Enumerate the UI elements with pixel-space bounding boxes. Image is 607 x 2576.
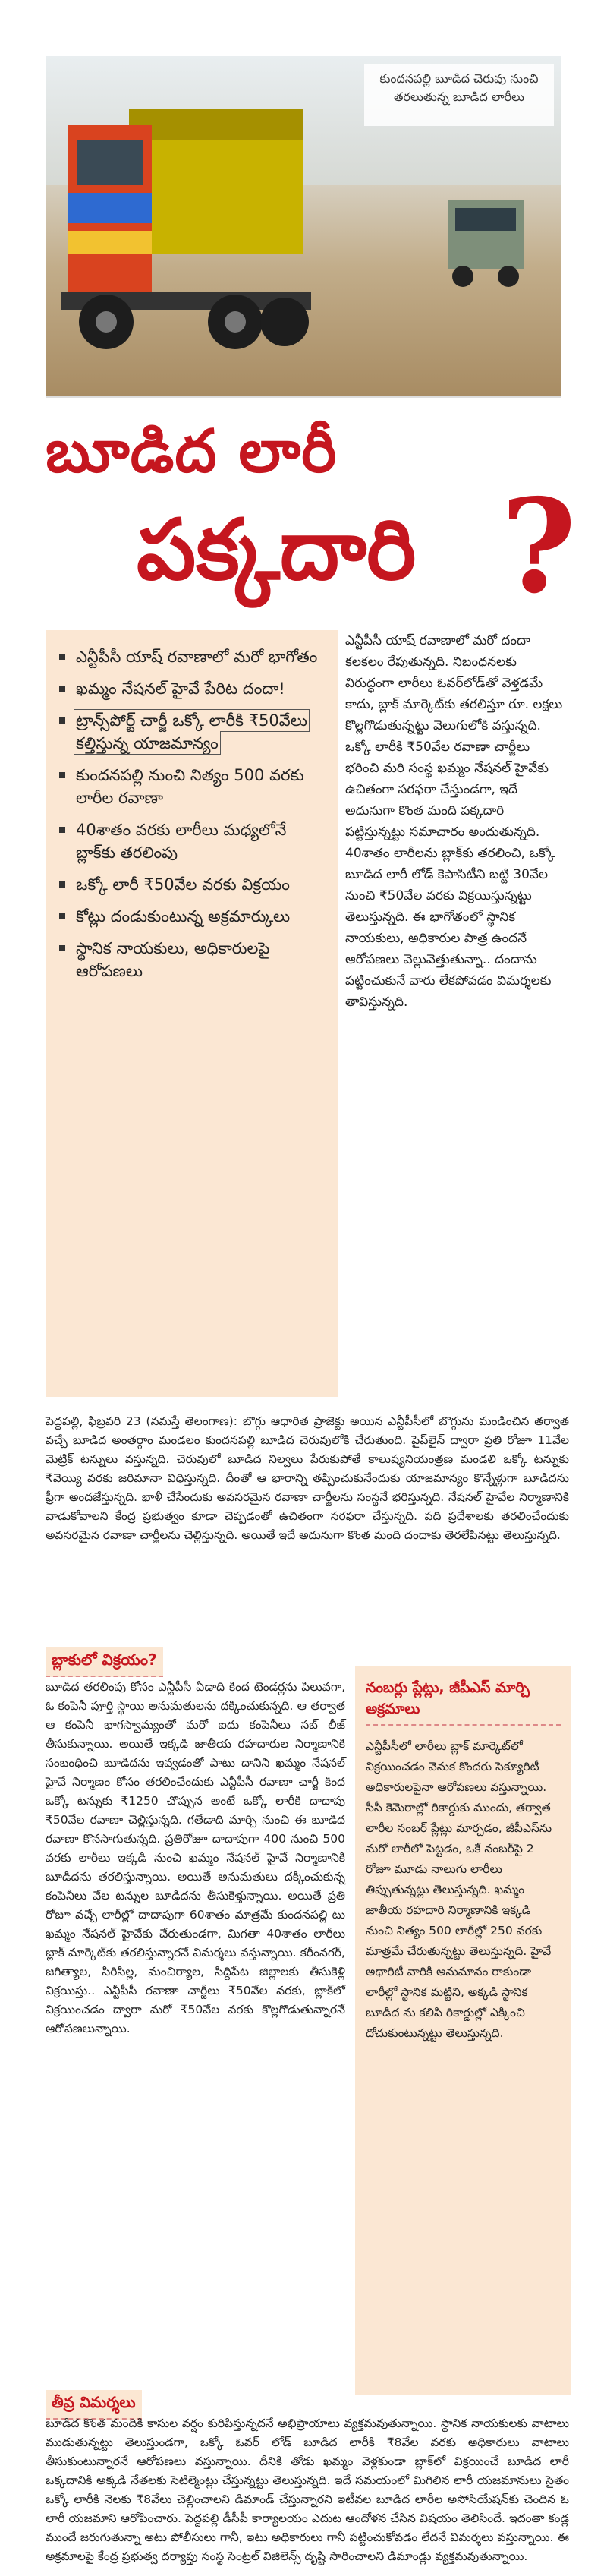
intro-paragraph: ఎన్టీపీసీ యాష్ రవాణాలో మరో దందా కలకలం రేపుతున్నది. నిబంధనలకు విరుద్ధంగా లారీలు ఓవర్‌లోడ్‌తో వెళ్తడమే కాదు, బ్లాక్ మార్కెట్‌కు తరలిస్తూ రూ. లక్షలు కొల్లగొడుతున్నట్టు వెలుగులోకి వస్తున్నది. ఒక్కో లారీకి ₹50వేల రవాణా చార్జీలు భరించి మరి సంస్థ ఖమ్మం నేషనల్ హైవేకు ఉచితంగా సరఫరా చేస్తుండగా, ఇదే అదునుగా కొంత మంది పక్కదారి పట్టిస్తున్నట్టు సమాచారం అందుతున్నది. 40శాతం లారీలను బ్లాక్‌కు తరలించి, ఒక్కో బూడిద లారీ లోడ్ కెపాసిటీని బట్టి 30వేల నుంచి ₹50వేల వరకు విక్రయిస్తున్నట్టు తెలుస్తున్నది. ఈ భాగోతంలో స్థానిక నాయకులు, అధికారుల పాత్ర ఉందనే ఆరోపణలు వెల్లువెత్తుతున్నా.. దందాను పట్టించుకునే వారు లేకపోవడం విమర్శలకు తావిస్తున్నది.: [345, 633, 563, 1010]
sidebox-body: ఎన్టీపీసీలో లారీలు బ్లాక్ మార్కెట్‌లో విక్రయించడం వెనుక కొందరు సెక్యూరిటీ అధికారులపైనా ఆరోపణలు వస్తున్నాయి. సీసీ కెమెరాల్లో రికార్డుకు ముందు, తర్వాత లారీల నంబర్ ప్లేట్లు మార్చడం, జీపీఎస్‌ను మరో లారీలో పెట్టడం, ఒకే నంబర్‌పై 2 రోజూ మూడు నాలుగు లారీలు తిప్పుతున్నట్లు తెలుస్తున్నది. ఖమ్మం జాతీయ రహదారి నిర్మాణానికి ఇక్కడి నుంచి నిత్యం 500 లారీల్లో 250 వరకు మాత్రమే చేరుతున్నట్టు తెలుస్తున్నది. హైవే అథారిటీ వారికి అనుమానం రాకుండా లారీల్లో స్థానిక మట్టిని, అక్కడి స్థానిక బూడిద ను కలిపి రికార్డుల్లో ఎక్కించి దోచుకుంటున్నట్టు తెలుస్తున్నది.: [366, 1739, 552, 2040]
highlight-item: స్థానిక నాయకులు, అధికారులపై ఆరోపణలు: [59, 937, 324, 982]
truck-illustration: [61, 79, 311, 367]
highlight-item: కుందనపల్లి నుంచి నిత్యం 500 వరకు లారీల రవాణా: [59, 764, 324, 809]
lead-paragraph: పెద్దపల్లి, ఫిబ్రవరి 23 (నమస్తే తెలంగాణ): బొగ్గు ఆధారిత ప్రాజెక్టు అయిన ఎన్టీపీసీలో బొగ్గును మండించిన తర్వాత వచ్చే బూడిద అంతర్గాం మండలం కుందనపల్లి బూడిద చెరువులోకి చేరుతుంది. పైప్‌లైన్ ద్వారా ప్రతి రోజూ 11వేల మెట్రిక్ టన్నులు వస్తున్నది. చెరువులో బూడిద నిల్వలు పేరుకుపోతే కాలుష్యనియంత్రణ మండలి ఒక్కో టన్నుకు ₹వెయ్యి వరకు జరిమానా విధిస్తున్నది. దీంతో ఆ భారాన్ని తప్పించుకునేందుకు యాజమాన్యం కొన్నేళ్లుగా బూడిదను ఫ్రీగా అందజేస్తున్నది. ఖాళీ చేసేందుకు అవసరమైన రవాణా చార్జీలను సంస్థనే భరిస్తున్నది. నేషనల్ హైవేల నిర్మాణానికి వాడుకోవాలని కేంద్ర ప్రభుత్వం కూడా చెప్పడంతో ఉచితంగా సరఫరా చేస్తున్నది. పది ప్రదేశాలకు తరలించేందుకు అవసరమైన రవాణా చార్జీలను చెల్లిస్తున్నది. అయితే ఇదే అదునుగా కొంత మంది దందాకు తెరలేపినట్టు తెలుస్తున్నది.: [46, 1414, 569, 1542]
headline-line-1: బూడిద లారీ: [46, 418, 338, 486]
bullet-icon: [59, 913, 65, 919]
highlight-item: 40శాతం వరకు లారీలు మధ్యలోనే బ్లాక్‌కు తరలింపు: [59, 818, 324, 864]
highlight-item: ట్రాన్స్‌పోర్ట్ చార్జీ ఒక్కో లారీకి ₹50వేలు కల్తిస్తున్న యాజమాన్యం: [59, 709, 324, 755]
sidebox-title: నంబర్లు ప్లేట్లు, జీపీఎస్ మార్చి అక్రమాలు: [366, 1677, 561, 1726]
bullet-icon: [59, 827, 65, 833]
background-truck: [440, 185, 531, 299]
subhead-criticism: తీవ్ర విమర్శలు: [46, 2390, 142, 2420]
body-paragraph-2: బూడిద కొంత మందికి కాసుల వర్షం కురిపిస్తున్నదనే అభిప్రాయాలు వ్యక్తమవుతున్నాయి. స్థానిక నాయకులకు వాటాలు ముడుతున్నట్టు తెలుస్తుండగా, ఒక్కో ఓవర్ లోడ్ బూడిద లారీకి ₹8వేల వరకు అధికారులు వాటాలు తీసుకుంటున్నారనే ఆరోపణలు వస్తున్నాయి. దీనికి తోడు ఖమ్మం వెళ్లకుండా బ్లాక్‌లో విక్రయించే బూడిద లారీ ఒక్కదానికి అక్కడి నేతలకు సెటిల్మెంట్లు చేస్తున్నట్టు తెలుస్తున్నది. ఇదే సమయంలో మిగిలిన లారీ యజమానులు సైతం ఒక్కో లారీకి నెలకు ₹8వేలు చెల్లించాలని డిమాండ్ చేస్తున్నారని ఇటీవల బూడిద లారీల అసోసియేషన్‌కు చెందిన ఓ లారీ యజమాని ఆరోపించారు. పెద్దపల్లి డీసీపీ కార్యాలయం ఎదుట ఆందోళన చేసిన విషయం తెలిసిందే. ఇదంతా కండ్ల ముందే జరుగుతున్నా అటు పోలీసులు గానీ, ఇటు అధికారులు గానీ పట్టించుకోవడం లేదనే విమర్శలు వస్తున్నాయి. ఈ అక్రమాలపై కేంద్ర ప్రభుత్వ దర్యాప్తు సంస్థ సెంట్రల్ విజిలెన్స్ దృష్టి సారించాలని డిమాండ్లు వ్యక్తమవుతున్నాయి.: [46, 2417, 569, 2563]
bullet-icon: [59, 654, 65, 660]
bullet-icon: [59, 945, 65, 951]
bullet-icon: [59, 686, 65, 692]
bullet-icon: [59, 717, 65, 724]
bullet-icon: [59, 881, 65, 888]
highlights-list: [59, 645, 324, 982]
highlights-box: [46, 630, 338, 1397]
headline-line-2: పక్కదారి: [137, 501, 417, 598]
highlight-item: ఎన్టీపీసీ యాష్ రవాణాలో మరో భాగోతం: [59, 645, 324, 668]
body-paragraph-1: బూడిద తరలింపు కోసం ఎన్టీపీసీ ఏడాది కింద టెండర్లను పిలువగా, ఓ కంపెనీ పూర్తి స్థాయి అనుమతులను దక్కించుకున్నది. ఆ తర్వాత ఆ కంపెనీ భాగస్వామ్యంతో మరో ఐదు కంపెనీలు సబ్ లీజ్ తీసుకున్నాయి. అయితే ఇక్కడి జాతీయ రహదారుల నిర్మాణానికి సంబంధించి బూడిదను ఇవ్వడంతో పాటు దానిని ఖమ్మం నేషనల్ హైవే నిర్మాణం కోసం తరలించేందుకు ఎన్టీపీసీ రవాణా చార్జీ కింద ఒక్కో టన్నుకు ₹1250 చొప్పున అంటే ఒక్కో లారీకి దాదాపు ₹50వేల రవాణా చెల్లిస్తున్నది. గతేడాది మార్చి నుంచి ఈ బూడిద రవాణా కొనసాగుతున్నది. ప్రతిరోజూ దాదాపుగా 400 నుంచి 500 వరకు లారీలు ఇక్కడి నుంచి ఖమ్మం నేషనల్ హైవే నిర్మాణానికి బూడిదను తరలిస్తున్నాయి. అయితే అనుమతులు దక్కించుకున్న కంపెనీలు వేల టన్నుల బూడిదను తీసుకెళ్తున్నాయి. అయితే ప్రతి రోజూ వచ్చే లారీల్లో దాదాపుగా 60శాతం మాత్రమే కుందనపల్లి టు ఖమ్మం నేషనల్ హైవేకు చేరుతుండగా, మిగతా 40శాతం లారీలు బ్లాక్ మార్కెట్‌కు తరలిస్తున్నారనే విమర్శలు వస్తున్నాయి. కరీంనగర్, జగిత్యాల, సిరిసిల్ల, మంచిర్యాల, సిద్దిపేట జిల్లాలకు తీసుకెళ్లి విక్రయిస్తు.. ఎన్టీపీసీ రవాణా చార్జీలు ₹50వేల వరకు, బ్లాక్‌లో విక్రయించడం ద్వారా మరో ₹50వేల వరకు కొల్లగొడుతున్నారనే ఆరోపణలున్నాయి.: [46, 1680, 345, 2035]
highlight-item: కోట్లు దండుకుంటున్న అక్రమార్కులు: [59, 905, 324, 928]
sidebox: [355, 1666, 571, 2395]
highlight-item: ఖమ్మం నేషనల్ హైవే పేరిట దందా!: [59, 677, 324, 700]
highlight-item: ఒక్కో లారీ ₹50వేల వరకు విక్రయం: [59, 873, 324, 896]
truck-photo: [46, 56, 561, 398]
photo-caption: కుందనపల్లి బూడిద చెరువు నుంచి తరలుతున్న బూడిద లారీలు: [364, 64, 554, 126]
bullet-icon: [59, 772, 65, 778]
headline: [46, 410, 577, 623]
headline-question-mark: ?: [501, 471, 577, 623]
subhead-black-sale: బ్లాకులో విక్రయం?: [46, 1647, 163, 1677]
